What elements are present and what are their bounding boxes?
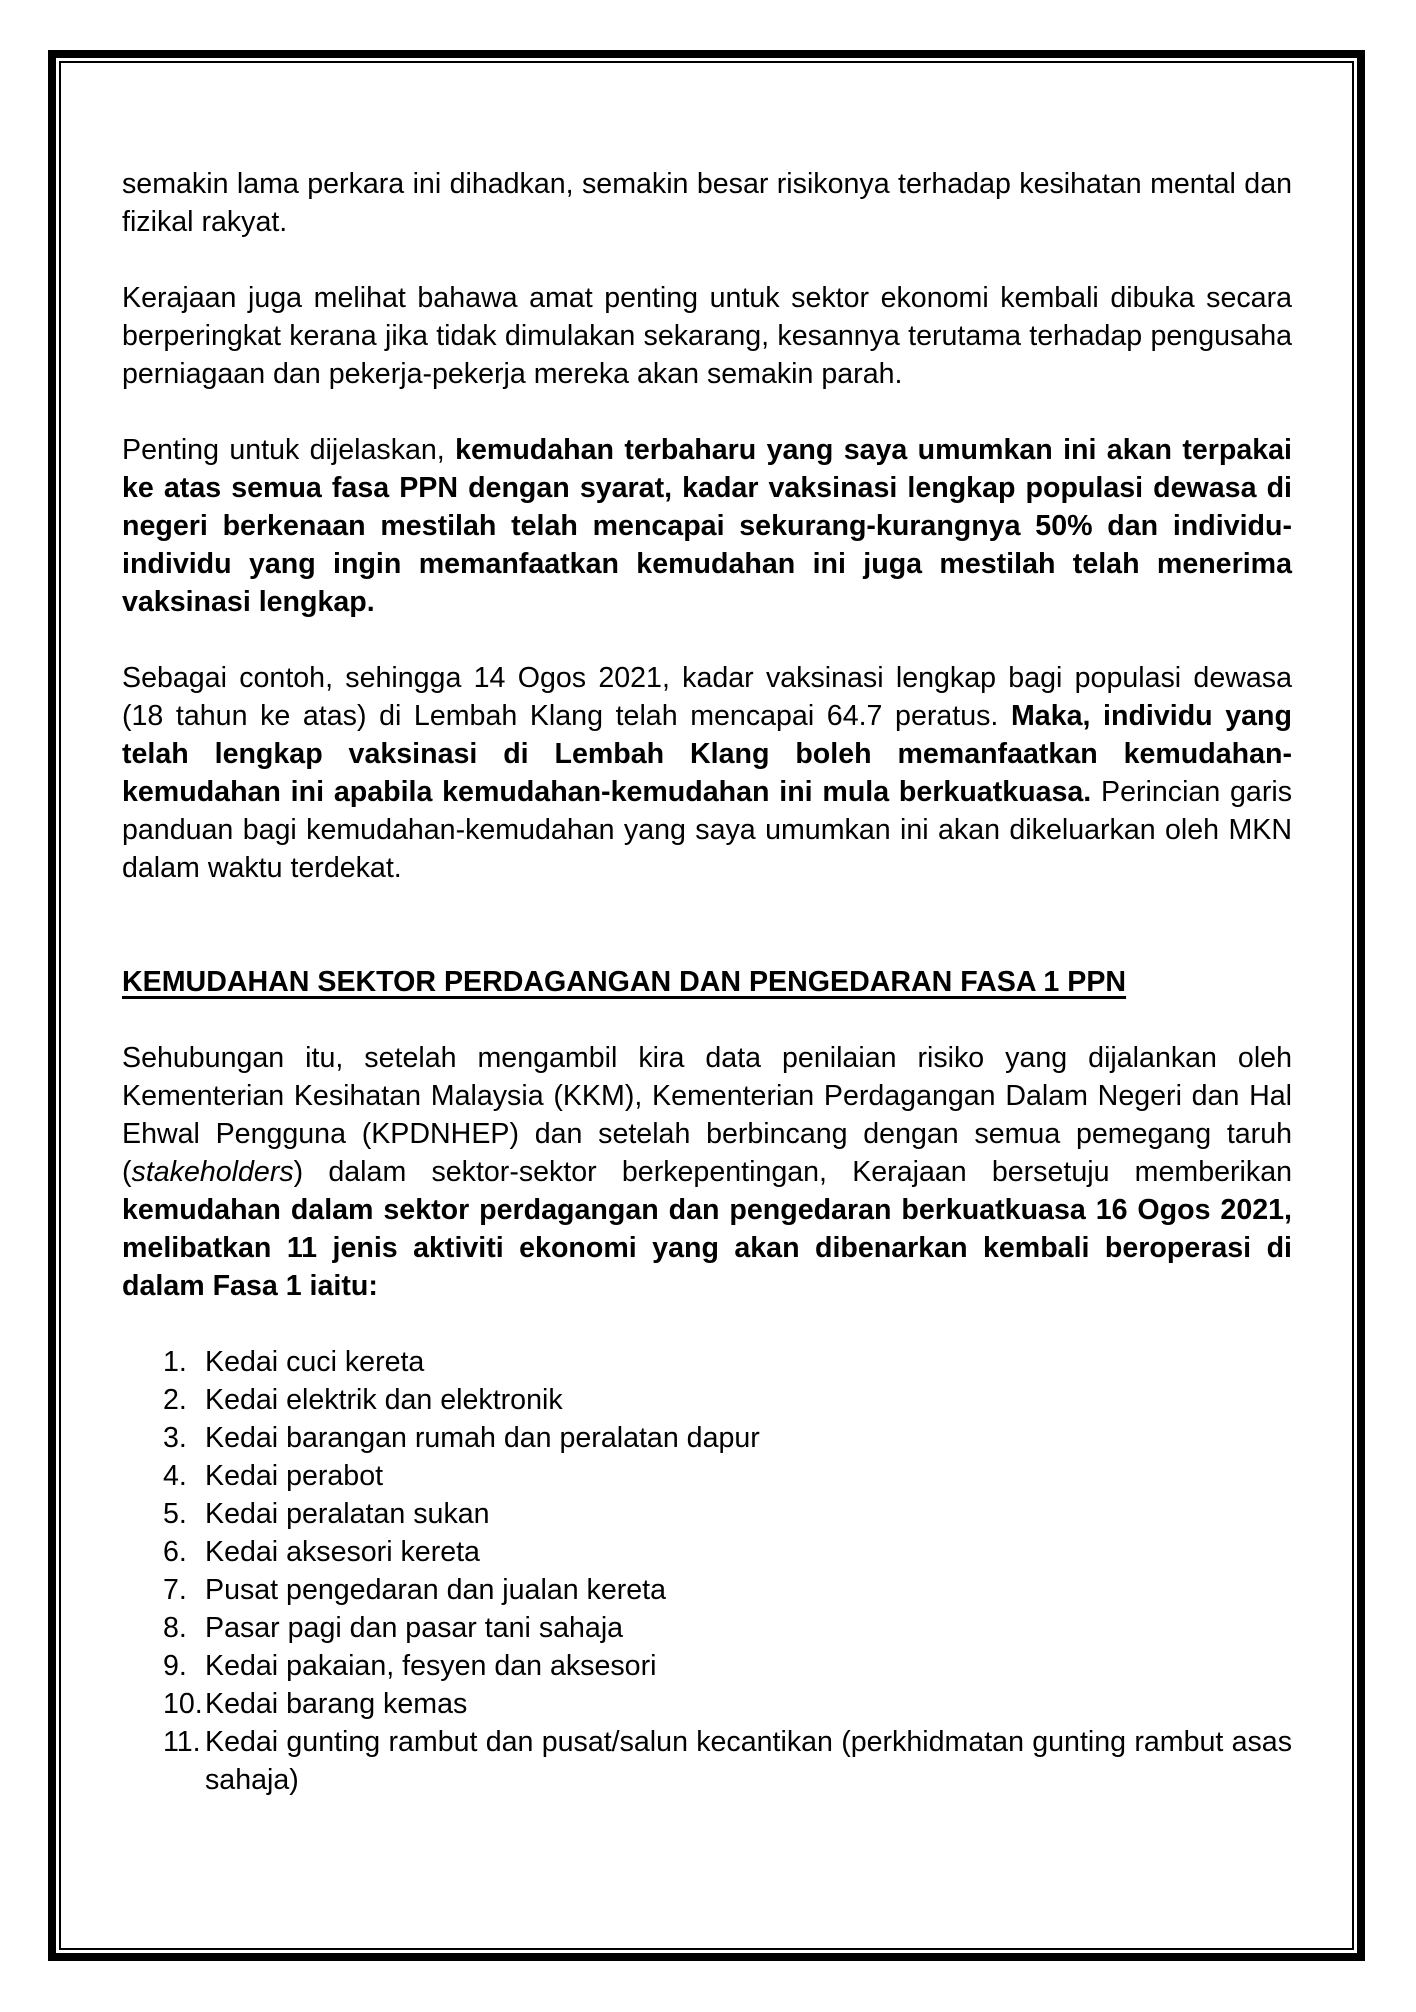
list-item bbox=[122, 1723, 1292, 1799]
list-item-text: Kedai barangan rumah dan peralatan dapur bbox=[205, 1422, 760, 1454]
list-item bbox=[122, 1533, 1292, 1571]
list-item-text: Kedai pakaian, fesyen dan aksesori bbox=[205, 1650, 657, 1682]
list-item-number: 7. bbox=[163, 1574, 187, 1606]
list-item-text: Kedai gunting rambut dan pusat/salun kecantikan (perkhidmatan gunting rambut asas sahaja) bbox=[205, 1726, 1292, 1796]
section-heading bbox=[122, 963, 1292, 1001]
list-item bbox=[122, 1381, 1292, 1419]
list-item-number: 11. bbox=[163, 1726, 201, 1758]
text-segment: ) dalam sektor-sektor berkepentingan, Kerajaan bersetuju memberikan bbox=[293, 1156, 1292, 1188]
text-segment: Perincian garis panduan bagi kemudahan-kemudahan yang saya umumkan ini akan dikeluarkan oleh MKN dalam waktu terdekat. bbox=[122, 776, 1292, 884]
list-item-text: Kedai peralatan sukan bbox=[205, 1498, 490, 1530]
list-item-number: 10. bbox=[163, 1688, 203, 1720]
list-item-text: Kedai aksesori kereta bbox=[205, 1536, 480, 1568]
text-segment: kemudahan terbaharu yang saya umumkan ini akan terpakai ke atas semua fasa PPN dengan syarat, kadar vaksinasi lengkap populasi dewasa di negeri berkenaan mestilah telah mencapai sekurang-kurangnya 50% dan individu-individu yang ingin memanfaatkan kemudahan ini juga mestilah telah menerima vaksinasi lengkap. bbox=[122, 434, 1292, 618]
list-item-number: 6. bbox=[163, 1536, 187, 1568]
list-item-text: Pusat pengedaran dan jualan kereta bbox=[205, 1574, 667, 1606]
page-border-inner bbox=[59, 61, 1354, 1950]
list-item-number: 4. bbox=[163, 1460, 187, 1492]
list-item-number: 8. bbox=[163, 1612, 187, 1644]
list-item bbox=[122, 1343, 1292, 1381]
document-content bbox=[61, 63, 1352, 1948]
text-segment: KEMUDAHAN SEKTOR PERDAGANGAN DAN PENGEDARAN FASA 1 PPN bbox=[122, 966, 1127, 998]
text-segment: stakeholders bbox=[131, 1156, 294, 1188]
text-segment: kemudahan dalam sektor perdagangan dan pengedaran berkuatkuasa 16 Ogos 2021, melibatkan 11 jenis aktiviti ekonomi yang akan dibenarkan kembali beroperasi di dalam Fasa 1 iaitu: bbox=[122, 1194, 1292, 1302]
text-segment: Sehubungan itu, setelah mengambil kira data penilaian risiko yang dijalankan oleh Kementerian Kesihatan Malaysia (KKM), Kementerian Perdagangan Dalam Negeri dan Hal Ehwal Pengguna (KPDNHEP) dan setelah berbincang dengan semua pemegang taruh ( bbox=[122, 1042, 1292, 1188]
list-item bbox=[122, 1419, 1292, 1457]
paragraph bbox=[122, 165, 1292, 241]
list-item-text: Kedai perabot bbox=[205, 1460, 384, 1492]
text-segment: Kerajaan juga melihat bahawa amat penting untuk sektor ekonomi kembali dibuka secara berperingkat kerana jika tidak dimulakan sekarang, kesannya terutama terhadap pengusaha perniagaan dan pekerja-pekerja mereka akan semakin parah. bbox=[122, 282, 1292, 390]
list-item bbox=[122, 1495, 1292, 1533]
list-item bbox=[122, 1571, 1292, 1609]
text-segment: Penting untuk dijelaskan, bbox=[122, 434, 456, 466]
list-item-text: Kedai barang kemas bbox=[205, 1688, 468, 1720]
list-item bbox=[122, 1457, 1292, 1495]
paragraph bbox=[122, 659, 1292, 887]
list-item-number: 5. bbox=[163, 1498, 187, 1530]
list-item-number: 1. bbox=[163, 1346, 187, 1378]
text-segment: semakin lama perkara ini dihadkan, semakin besar risikonya terhadap kesihatan mental dan fizikal rakyat. bbox=[122, 168, 1292, 238]
list-item-number: 3. bbox=[163, 1422, 187, 1454]
paragraph bbox=[122, 431, 1292, 621]
list-item bbox=[122, 1609, 1292, 1647]
paragraph bbox=[122, 279, 1292, 393]
list-item bbox=[122, 1685, 1292, 1723]
page-border-outer bbox=[48, 50, 1365, 1961]
numbered-list bbox=[122, 1343, 1292, 1799]
text-segment: Sebagai contoh, sehingga 14 Ogos 2021, kadar vaksinasi lengkap bagi populasi dewasa (18 tahun ke atas) di Lembah Klang telah mencapai 64.7 peratus. bbox=[122, 662, 1292, 732]
list-item bbox=[122, 1647, 1292, 1685]
text-segment: Maka, individu yang telah lengkap vaksinasi di Lembah Klang boleh memanfaatkan kemudahan-kemudahan ini apabila kemudahan-kemudahan ini mula berkuatkuasa. bbox=[122, 700, 1292, 808]
list-item-text: Kedai cuci kereta bbox=[205, 1346, 425, 1378]
list-item-number: 2. bbox=[163, 1384, 187, 1416]
list-item-text: Pasar pagi dan pasar tani sahaja bbox=[205, 1612, 624, 1644]
list-item-text: Kedai elektrik dan elektronik bbox=[205, 1384, 563, 1416]
paragraph bbox=[122, 1039, 1292, 1305]
list-item-number: 9. bbox=[163, 1650, 187, 1682]
